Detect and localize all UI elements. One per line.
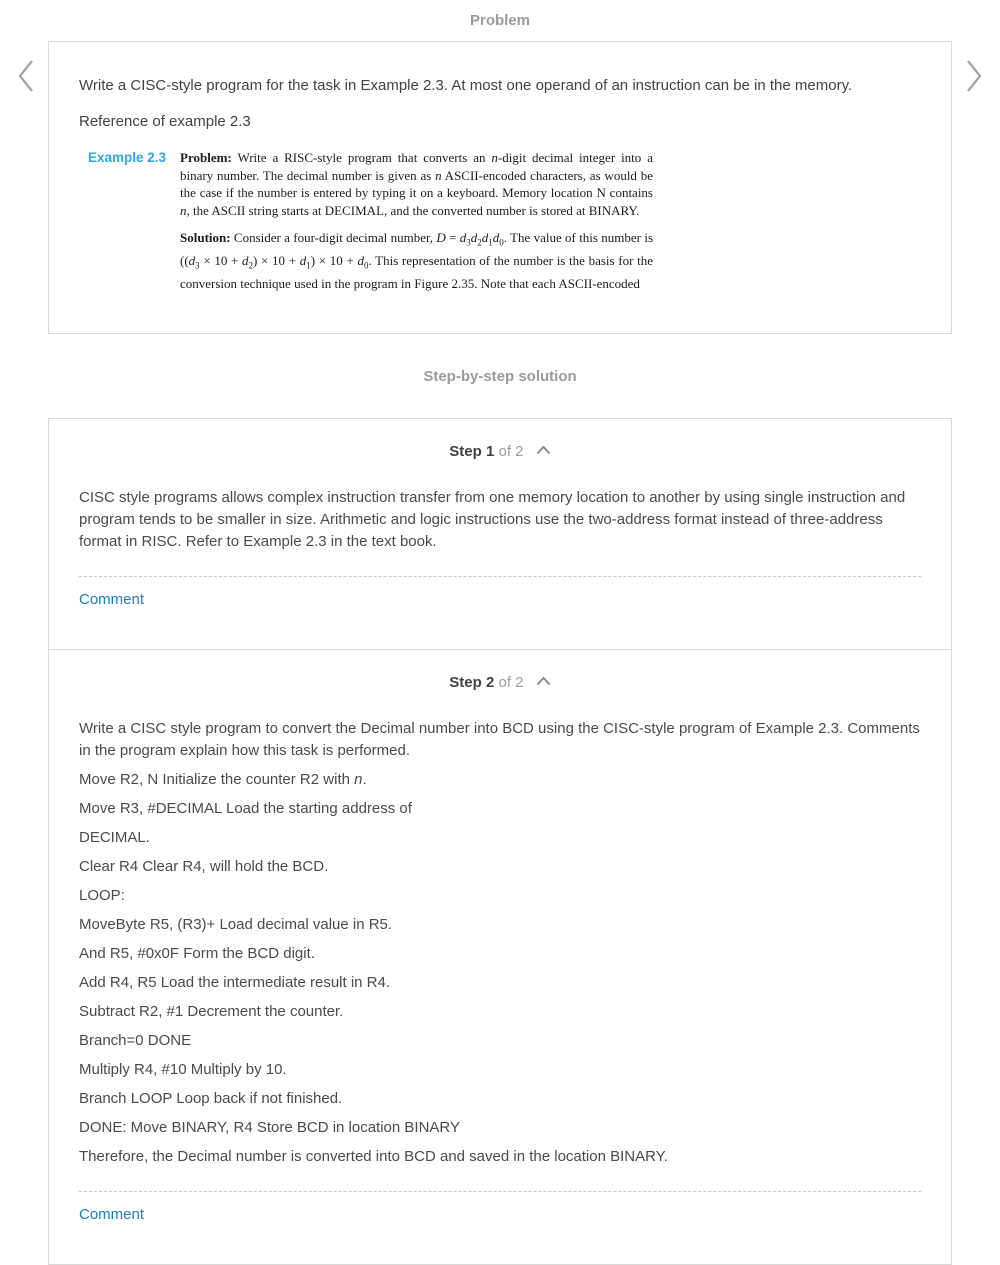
step-1-of-label: of 2 <box>498 442 524 460</box>
step-1-paragraph: CISC style programs allows complex instruction transfer from one memory location to another by using single instruction and program tends to be smaller in size. Arithmetic and logic instructions use the two-address format instead of three-address format in RISC. Refer to Example 2.3 in the text book. <box>79 488 906 550</box>
chevron-up-icon[interactable] <box>536 673 551 690</box>
problem-card <box>48 41 952 334</box>
step-2-paragraph: Write a CISC style program to convert the Decimal number into BCD using the CISC-style program of Example 2.3. Comments in the program explain how this task is performed. <box>79 719 920 759</box>
solution-card <box>48 418 952 1265</box>
chevron-up-icon[interactable] <box>536 442 551 459</box>
step-2-comment-link[interactable]: Comment <box>79 1205 145 1223</box>
example-body <box>180 149 653 293</box>
step-1-comment-link[interactable]: Comment <box>79 590 145 608</box>
excerpt-solution-paragraph: Solution: Consider a four-digit decimal number, $D = d_3d_2d_1d_0$. The value of this number is $((d_3 \times 10 + d_2) \times 10 + d_1) \times 10 + d_0$. This representation of the number is the basis for the conversion technique used in the program in Figure 2.35. Note that each ASCII-encoded <box>180 230 653 292</box>
step-2-body <box>79 718 921 1168</box>
step-1-title: Step 1 <box>449 442 495 460</box>
problem-statement: Write a CISC-style program for the task in Example 2.3. At most one operand of an instruction can be in the memory. <box>79 77 853 94</box>
problem-heading: Problem <box>469 12 530 29</box>
step-2-paragraph: Branch LOOP Loop back if not finished. <box>79 1089 343 1107</box>
step-1-header <box>79 442 921 460</box>
step-2-paragraph: Subtract R2, #1 Decrement the counter. <box>79 1002 344 1020</box>
step-1-section <box>49 419 951 649</box>
step-1-body <box>79 487 921 553</box>
step-2-paragraph: Move R2, N Initialize the counter R2 with n. <box>79 770 367 788</box>
step-2-paragraph: DECIMAL. <box>79 828 150 846</box>
step-2-section <box>49 649 951 1264</box>
step-2-title: Step 2 <box>449 673 495 691</box>
step-2-paragraph: Clear R4 Clear R4, will hold the BCD. <box>79 857 329 875</box>
step-2-paragraph: MoveByte R5, (R3)+ Load decimal value in R5. <box>79 915 393 933</box>
prev-problem-button[interactable] <box>16 58 36 94</box>
step-2-paragraph: LOOP: <box>79 886 125 904</box>
chevron-right-icon <box>964 58 984 94</box>
solution-heading: Step-by-step solution <box>423 367 577 385</box>
problem-reference: Reference of example 2.3 <box>79 113 251 130</box>
step-2-paragraph: And R5, #0x0F Form the BCD digit. <box>79 944 315 962</box>
step-2-paragraph: Therefore, the Decimal number is converted into BCD and saved in the location BINARY. <box>79 1147 668 1165</box>
divider <box>79 1191 921 1192</box>
step-2-of-label: of 2 <box>498 673 524 691</box>
step-2-paragraph: DONE: Move BINARY, R4 Store BCD in location BINARY <box>79 1118 460 1136</box>
chevron-left-icon <box>16 58 36 94</box>
next-problem-button[interactable] <box>964 58 984 94</box>
excerpt-problem-paragraph: Problem: Write a RISC-style program that converts an n-digit decimal integer into a binary number. The decimal number is given as n ASCII-encoded characters, as would be the case if the number is entered by typing it on a keyboard. Memory location N contains n, the ASCII string starts at DECIMAL, and the converted number is stored at BINARY. <box>180 150 653 218</box>
example-label: Example 2.3 <box>88 150 167 165</box>
step-2-paragraph: Multiply R4, #10 Multiply by 10. <box>79 1060 287 1078</box>
divider <box>79 576 921 577</box>
textbook-excerpt <box>88 149 921 293</box>
step-2-paragraph: Branch=0 DONE <box>79 1031 192 1049</box>
step-2-paragraph: Move R3, #DECIMAL Load the starting address of <box>79 799 412 817</box>
step-2-header <box>79 673 921 691</box>
step-2-paragraph: Add R4, R5 Load the intermediate result in R4. <box>79 973 391 991</box>
